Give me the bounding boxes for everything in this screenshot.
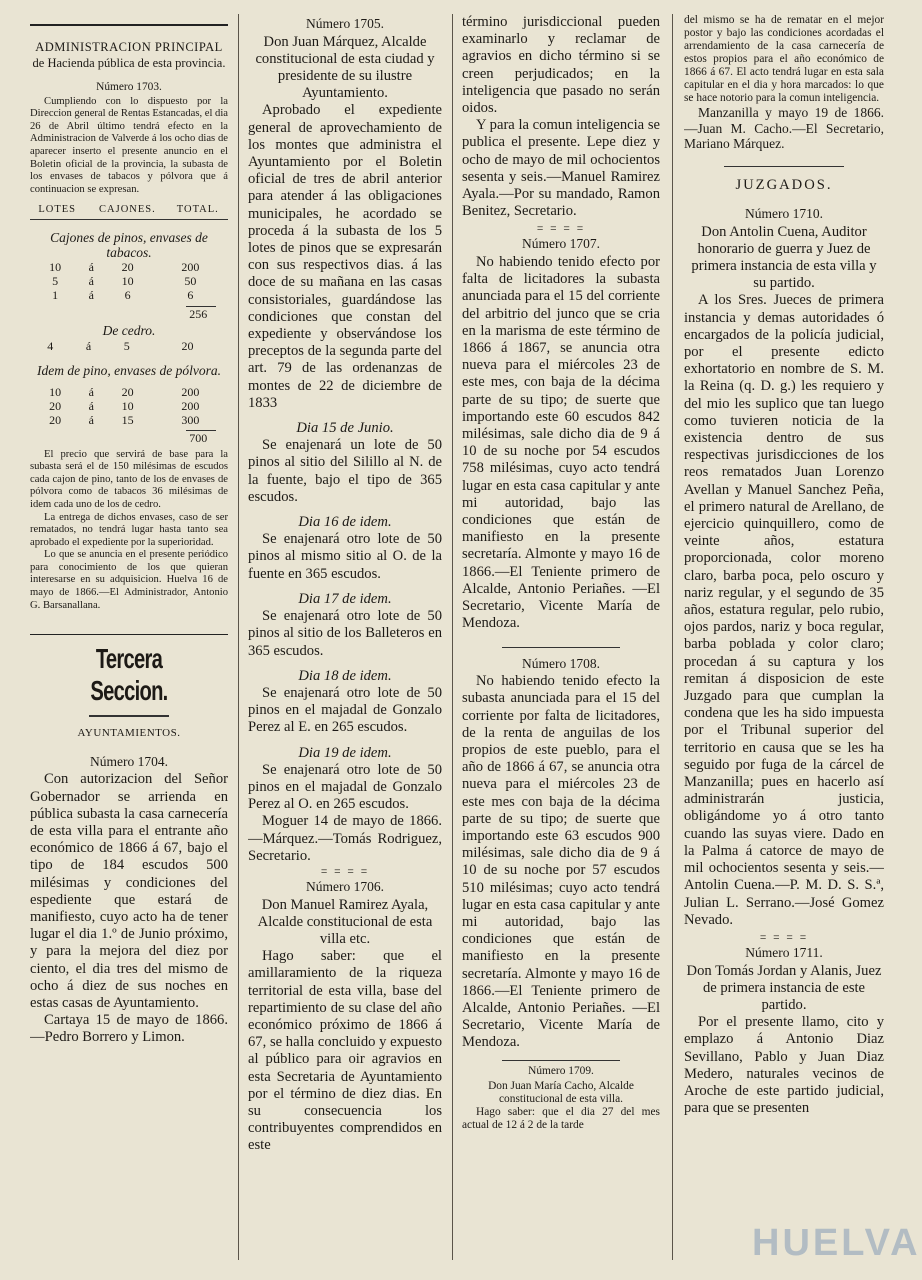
divider-rule xyxy=(724,166,844,167)
juzgados-heading: JUZGADOS. xyxy=(735,176,833,193)
table-row xyxy=(30,399,228,413)
notice-1709-body: Hago saber: que el dia 27 del mes actual de 12 á 2 de la tarde xyxy=(462,1105,660,1131)
day-18-heading: Dia 18 de idem. xyxy=(298,667,392,684)
day-19-heading: Dia 19 de idem. xyxy=(298,744,392,761)
table-cell: 10 xyxy=(121,398,134,413)
day-15-heading: Dia 15 de Junio. xyxy=(296,420,394,437)
table-cell: 200 xyxy=(181,384,200,399)
notice-number-1705: Número 1705. xyxy=(306,16,384,31)
table-row xyxy=(30,288,228,302)
notice-number-1707: Número 1707. xyxy=(522,236,600,252)
table-cell: 15 xyxy=(121,412,134,427)
table-cell: 4 xyxy=(47,338,54,353)
notice-1703-body: Cumpliendo con lo dispuesto por la Direccion general de Rentas Estancadas, el dia 26 de Abril último tendrá efecto en la Administracion de Valverde á los ocho dias de aparecer inserto el presente anuncio en el Boletin oficial de la provincia, la subasta de los envases de tabacos y pólvora que á continuacion se expresan. xyxy=(30,95,228,195)
table-cell: 10 xyxy=(121,274,134,289)
group-3-total-row xyxy=(30,431,228,445)
day-16-body: Se enajenará otro lote de 50 pinos al mismo sitio al O. de la fuente en 365 escudos. xyxy=(248,531,442,582)
divider-rule xyxy=(502,647,621,648)
notice-1704-signature: Cartaya 15 de mayo de 1866.—Pedro Borrero y Limon. xyxy=(30,1012,228,1046)
ornament-rule xyxy=(89,715,168,717)
table-cell: 20 xyxy=(49,398,62,413)
table-cell: á xyxy=(85,338,92,353)
paragraph: El precio que servirá de base para la subasta será el de 150 milésimas de escudos cada cajon de pino, tanto de los de envases de pólvora como de tabacos 36 milésimas de idem cada uno de los de cedro. xyxy=(30,448,228,510)
paragraph: La entrega de dichos envases, caso de ser rematados, no tendrá lugar hasta tanto sea aprobado el expediente por la superioridad. xyxy=(30,511,228,548)
table-cell: 6 xyxy=(124,288,131,303)
admin-subtitle: de Hacienda pública de esta provincia. xyxy=(32,55,226,70)
table-cell: 10 xyxy=(49,384,62,399)
table-cell: 200 xyxy=(181,398,200,413)
divider-dashes: = = = = xyxy=(759,931,809,944)
notice-1704-body: Con autorizacion del Señor Gobernador se arrienda en pública subasta la casa carnecería de esta villa para el entrante año económico de 1866 á 67, bajo el tipo de 184 escudos 500 milésimas y condiciones del espediente que estará de manifiesto, cuyo acto ha de tener lugar el dia 1.º de Junio próximo, y para la mejora del diez por ciento, el dia tres del mismo de ocho á diez de sus noches en estas casas de Ayuntamiento. xyxy=(30,771,228,1012)
group-1-total: 256 xyxy=(189,307,208,322)
notice-number-1709: Número 1709. xyxy=(528,1064,594,1077)
notice-1705-intro: Don Juan Márquez, Alcalde constitucional de esta ciudad y presidente de su ilustre Ayuntamiento. xyxy=(255,33,435,102)
table-cell: 6 xyxy=(187,288,194,303)
notice-1709-intro: Don Juan María Cacho, Alcalde constitucional de esta villa. xyxy=(488,1079,634,1105)
table-cell: 200 xyxy=(181,260,200,275)
table-cell: 10 xyxy=(49,260,62,275)
table-cell: á xyxy=(88,288,94,303)
notice-number-1711: Número 1711. xyxy=(745,944,823,960)
notice-number-1710: Número 1710. xyxy=(745,205,823,221)
notice-1710-body: A los Sres. Jueces de primera instancia y demas autoridades ó encargados de la policía judicial, por el presente edicto exhortatorio en nombre de S. M. la Reina (q. D. g.) les requiero y del mio les suplico que tan luego como tuvieren noticia de la existencia dentro de sus respectivas jurisdicciones de los reos rematados Juan Lorenzo Avellan y Manuel Sanchez Peña, el primero natural de Arellano, de ejercicio quinquillero, como de veinte años, estatura proporcionada, color moreno claro, barba poca, pelo oscuro y nariz regular, y el segundo de 35 años, estatura regular, pelo rubio, ojos pardos, nariz y boca regular, barba poblada y color claro; procedan á su captura y los remitan á disposicion de este Juzgado para que cumplan la condena que les ha sido impuesta por el Tribunal superior del territorio en causa que se les ha seguido por fuga de la cárcel de Manzanilla; pues en hacerlo así administrarán justicia, obligándome yo á otro tanto cuando las suyas viere. Dado en la Palma á catorce de mayo de mil ochocientos sesenta y seis.—Antolin Cuena.—P. M. D. S. S.ª, Julian L. Serrano.—José Gomez Nevado. xyxy=(684,292,884,928)
lots-table-header xyxy=(30,202,228,220)
table-cell: 20 xyxy=(121,260,134,275)
notice-number-1706: Número 1706. xyxy=(306,878,384,894)
divider-dashes: = = = = xyxy=(320,865,370,878)
table-cell: 20 xyxy=(49,412,62,427)
lots-group-3 xyxy=(30,385,228,427)
notice-1711-intro: Don Tomás Jordan y Alanis, Juez de primera instancia de este partido. xyxy=(686,962,882,1013)
column-divider xyxy=(672,14,673,1260)
table-cell: 5 xyxy=(52,274,59,289)
col-header-cajones: CAJONES. xyxy=(87,202,168,220)
notice-1708-body: No habiendo tenido efecto la subasta anunciada para el 15 del corriente por falta de licitadores, de la renta de anguilas de los propios de este pueblo, para el año de 1866 á 67, se anuncia otra nueva para el miércoles 23 de este mes con baja de la décima parte de su tipo; de suerte que importando este 63 escudos 900 milésimas, sale dicho dia de 9 á 10 de su noche por 57 escudos 510 milésimas; cuyo acto tendrá lugar en esta casa capitular y ante mi autoridad, bajo las condiciones que están de manifiesto en la presente secretaría. Almonte y mayo 16 de 1866.—El Teniente primero de Alcalde, Antonio Periañes. —El Secretario, Vicente María de Mendoza. xyxy=(462,673,660,1051)
column-4 xyxy=(684,14,884,1280)
group-title: Idem de pino, envases de pólvora. xyxy=(36,362,222,378)
huelva-watermark: HUELVA xyxy=(752,1222,921,1264)
day-16-heading: Dia 16 de idem. xyxy=(298,514,392,531)
table-row xyxy=(30,274,228,288)
column-1 xyxy=(30,14,228,1280)
table-cell: 1 xyxy=(52,288,59,303)
ayuntamientos-heading: AYUNTAMIENTOS. xyxy=(77,727,181,740)
table-cell: á xyxy=(88,384,94,399)
day-18-body: Se enajenará otro lote de 50 pinos en el majadal de Gonzalo Perez al E. en 265 escudos. xyxy=(248,684,442,736)
notice-number-1704: Número 1704. xyxy=(90,753,168,769)
table-cell: á xyxy=(88,398,94,413)
day-19-body: Se enajenará otro lote de 50 pinos en el majadal de Gonzalo Perez al O. en 265 escudos. xyxy=(248,761,442,813)
section-rule xyxy=(30,634,228,635)
table-row xyxy=(30,260,228,274)
lots-table xyxy=(30,202,228,220)
section-title: Tercera Seccion. xyxy=(90,643,168,707)
column-3 xyxy=(462,14,660,1280)
table-cell: 50 xyxy=(184,274,197,289)
divider-dashes: = = = = xyxy=(536,223,586,236)
day-15-body: Se enajenará un lote de 50 pinos al sitio del Silillo al N. de la fuente, bajo el tipo de 365 escudos. xyxy=(248,437,442,505)
paragraph: Lo que se anuncia en el presente periódico para conocimiento de los que quieran interesarse en su adquisicion. Huelva 16 de mayo de 1866.—El Administrador, Antonio G. Barsanallana. xyxy=(30,549,228,611)
notice-1706-intro: Don Manuel Ramirez Ayala, Alcalde constitucional de esta villa etc. xyxy=(257,896,433,947)
notice-1710-intro: Don Antolin Cuena, Auditor honorario de guerra y Juez de primera instancia de esta villa y su partido. xyxy=(691,223,877,292)
lots-group-2 xyxy=(30,339,228,353)
notice-number-1708: Número 1708. xyxy=(522,655,600,671)
col-header-total: TOTAL. xyxy=(168,202,228,220)
notice-1705-body: Aprobado el expediente general de aprovechamiento de los montes que administra el Ayuntamiento por el Boletin oficial de tres de abril anterior para atender á las obligaciones municipales, he acordado se proceda á la subasta de los 5 lotes de pinos que se expresarán con sus respectivos dias. á las doce de su mañana en las casas consistoriales, guardándose las condiciones que constan del expediente y observándose los preceptos de la segunda parte del art. 79 de las ordenanzas de montes de 22 de diciembre de 1833 xyxy=(248,102,442,411)
table-cell: á xyxy=(88,274,94,289)
group-title: Cajones de pinos, envases de tabacos. xyxy=(50,230,208,261)
notice-1707-body: No habiendo tenido efecto por falta de licitadores la subasta anunciada para el 15 del corriente del arbitrio del junco que se cria en la marisma de este término de 1866 á 1867, se anuncia otra nueva para el miércoles 23 de este mes, con baja de la décima parte de su tipo; de suerte que importando este 60 escudos 842 milésimas, sale dicho dia de 9 á 10 de su noche por 54 escudos 758 milésimas, cuyo acto tendrá lugar en esta casa capitular y ante mi autoridad, bajo las condiciones que están de manifiesto en la presente secretaría. Almonte y mayo 16 de 1866.—El Teniente primero de Alcalde, Antonio Periañes. —El Secretario, Vicente María de Mendoza. xyxy=(462,254,660,632)
continued-closing: Y para la comun inteligencia se publica el presente. Lepe diez y ocho de mayo de mil ochocientos sesenta y seis.—Manuel Ramirez Ayala.—Por su mandado, Ramon Benitez, Secretario. xyxy=(462,117,660,220)
group-1-total-row xyxy=(30,307,228,321)
day-17-body: Se enajenará otro lote de 50 pinos al sitio de los Balleteros en 365 escudos. xyxy=(248,608,442,659)
continued-text: término jurisdiccional pueden examinarlo y reclamar de agravios en dicho término si se creen perjudicados; en la inteligencia que pasado no serán oidos. xyxy=(462,14,660,117)
table-row xyxy=(30,413,228,427)
continued-text: del mismo se ha de rematar en el mejor postor y bajo las condiciones acordadas el arrendamiento de la casa carnecería de estos propios para el año económico de 1866 á 67. El acto tendrá lugar en esta sala capitular en el dia y hora marcados: lo que se hace notorio para la comun inteligencia. xyxy=(684,14,884,104)
col-header-lotes: LOTES xyxy=(30,202,84,220)
admin-title: ADMINISTRACION PRINCIPAL xyxy=(35,40,223,54)
column-2 xyxy=(248,14,442,1280)
notice-1711-body: Por el presente llamo, cito y emplazo á Antonio Diaz Sevillano, Pablo y Juan Diaz Medero, naturales vecinos de Aroche de este partido judicial, para que se presenten xyxy=(684,1014,884,1117)
continued-signature: Manzanilla y mayo 19 de 1866. —Juan M. Cacho.—El Secretario, Mariano Márquez. xyxy=(684,105,884,152)
table-row xyxy=(30,385,228,399)
table-cell: 300 xyxy=(181,412,200,427)
notice-1706-body: Hago saber: que el amillaramiento de la riqueza territorial de esta villa, base del repartimiento de su clase del año económico próximo de 1866 á 67, se halla concluido y expuesto al público para oir agravios en esta Secretaria de Ayuntamiento por el término de diez dias. En su consecuencia los contribuyentes comprendidos en este xyxy=(248,948,442,1154)
divider-rule xyxy=(502,1060,621,1061)
table-row xyxy=(30,339,228,353)
notice-1705-signature: Moguer 14 de mayo de 1866.—Márquez.—Tomás Rodriguez, Secretario. xyxy=(248,813,442,864)
top-rule xyxy=(30,24,228,26)
table-cell: á xyxy=(88,260,94,275)
notice-number-1703: Número 1703. xyxy=(96,80,162,93)
column-divider xyxy=(452,14,453,1260)
table-cell: 5 xyxy=(123,338,130,353)
column-divider xyxy=(238,14,239,1260)
table-cell: 20 xyxy=(181,338,194,353)
day-17-heading: Dia 17 de idem. xyxy=(298,590,392,607)
lots-group-1 xyxy=(30,260,228,302)
group-title: De cedro. xyxy=(102,323,156,339)
table-cell: á xyxy=(88,412,94,427)
group-3-total: 700 xyxy=(189,430,208,445)
table-cell: 20 xyxy=(121,384,134,399)
